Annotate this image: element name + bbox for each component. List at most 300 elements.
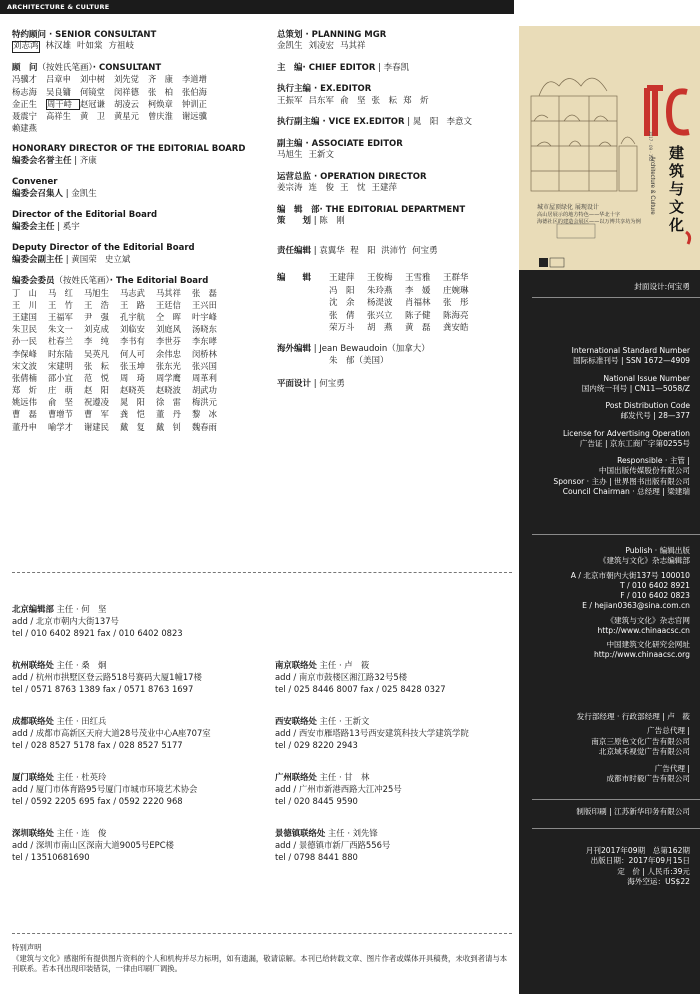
convener-section: Convener 编委会召集人 | 金凯生 <box>12 177 267 200</box>
name: 张倩楠 <box>12 372 37 383</box>
issue-number: 月刊2017年09期 总第162期 <box>585 846 690 855</box>
name: 张玉坤 <box>120 360 145 371</box>
name: 刘临安 <box>120 324 145 335</box>
office-head: 主任 · 连 俊 <box>56 828 107 838</box>
vice-exec-role: 执行副主编 · VICE EX.EDITOR <box>277 117 405 128</box>
name: 吴良镛 <box>46 86 71 97</box>
planning-section <box>277 30 513 53</box>
chief-role-en: · CHIEF EDITOR <box>302 62 376 73</box>
responsible-label: Responsible · 主管 | <box>617 456 690 465</box>
name: 赵晓英 <box>120 385 145 396</box>
name: 张 耘 <box>371 95 398 106</box>
cn-label: National Issue Number <box>603 373 690 383</box>
name: 周 琦 <box>120 372 145 383</box>
graphic-name: 何宝勇 <box>319 379 345 390</box>
name: 沈 余 <box>329 298 355 309</box>
office-address: add / 西安市雁塔路13号西安建筑科技大学建筑学院 <box>275 728 469 739</box>
board-section <box>12 276 267 433</box>
ad-manager: 发行部经理 · 行政部经理 | 卢 筱 <box>576 712 690 721</box>
office-title: 北京编辑部 <box>12 604 54 614</box>
price: 定 价 | 人民币:39元 <box>617 866 690 876</box>
contact-info <box>571 546 690 661</box>
address: A / 北京市朝内大街137号 100010 <box>570 570 690 580</box>
dashed-divider <box>12 933 512 934</box>
name: 余伟忠 <box>156 348 181 359</box>
operation-heading: 运营总监 · OPERATION DIRECTOR <box>277 171 427 182</box>
name: 邵小宜 <box>48 372 73 383</box>
office-title: 深圳联络处 <box>12 828 54 838</box>
cover-title-char: 化 <box>669 216 685 234</box>
name: 金凯生 <box>277 41 303 52</box>
office-title: 西安联络处 <box>275 716 317 726</box>
name: 张东光 <box>156 360 181 371</box>
office-head: 主任 · 田红兵 <box>56 716 107 726</box>
name: 李道增 <box>182 74 207 85</box>
name: 刘凌宏 <box>308 41 335 52</box>
name: 庄婉琳 <box>443 285 469 296</box>
responsible-role: 责任编辑 <box>277 245 312 256</box>
name: 肖福林 <box>405 298 431 309</box>
name: 张兴国 <box>192 360 217 371</box>
chief-name: 李春凯 <box>383 62 410 73</box>
office-block <box>12 659 252 696</box>
cover-illustration <box>519 26 700 270</box>
honorary-heading: HONORARY DIRECTOR OF THE EDITORIAL BOARD <box>12 144 246 155</box>
consultant-section <box>12 63 267 134</box>
site-label: 《建筑与文化》杂志官网 <box>606 615 690 625</box>
office-phone: tel / 0592 2205 695 fax / 0592 2220 968 <box>12 796 183 807</box>
name: 朱卫民 <box>12 324 37 335</box>
name: 王兴田 <box>192 299 217 310</box>
board-names <box>12 288 267 433</box>
name: 李保峰 <box>12 348 37 359</box>
office-title: 南京联络处 <box>275 660 317 670</box>
chief-editor-section: 主 编· CHIEF EDITOR | 李春凯 <box>277 62 410 73</box>
name: 林汉雄 <box>45 41 72 52</box>
consultant-heading-en: · CONSULTANT <box>92 62 162 73</box>
name: 王雪雅 <box>405 273 431 284</box>
name: 姚远伟 <box>12 397 37 408</box>
name: 洪沛竹 <box>381 245 407 256</box>
name: 马其祥 <box>156 287 181 298</box>
name: 周干峙 <box>46 99 80 110</box>
issn-label: International Standard Number <box>571 346 690 355</box>
name: 丁 山 <box>12 287 37 298</box>
ad-agent: 南京三原色文化广告有限公司 <box>591 736 690 746</box>
name: 戴 钊 <box>156 421 181 432</box>
name: 张兴立 <box>367 310 393 321</box>
dept-role: 编 辑 部 <box>277 204 320 215</box>
office-phone: tel / 020 8445 9590 <box>275 796 358 807</box>
consultant-names <box>12 74 267 134</box>
office-block <box>275 715 515 752</box>
board-heading-cn: 编委会委员 <box>12 276 55 287</box>
dept-sub-role: 策 划 <box>277 216 312 227</box>
email: E / hejian0363@sina.com.cn <box>582 601 690 611</box>
name: 齐 康 <box>148 74 173 85</box>
name: 宋建明 <box>48 360 73 371</box>
office-address: add / 杭州市拱墅区登云路518号赛码大厦1幢17楼 <box>12 672 202 683</box>
overseas-role: 海外编辑 <box>277 344 312 355</box>
ad-agent3: 成都市时毅广告有限公司 <box>606 774 690 784</box>
name: 郑 炘 <box>12 385 37 396</box>
name: 朱玲燕 <box>367 285 393 296</box>
name: 黄 磊 <box>405 322 431 333</box>
editors-role: 编 辑 <box>277 273 312 284</box>
overseas-line2: 朱 郁（美国） <box>329 355 389 366</box>
office-address: add / 厦门市体育路95号厦门市城市环境艺术协会 <box>12 784 198 795</box>
name: 赵冠谦 <box>80 98 105 109</box>
office-head: 主任 · 桑 炯 <box>56 660 107 670</box>
name: 何镜堂 <box>80 86 105 97</box>
associate-heading: 副主编 · ASSOCIATE EDITOR <box>277 138 403 149</box>
associate-section <box>277 139 513 162</box>
name: 曹 军 <box>84 409 109 420</box>
name: 王 忱 <box>340 183 366 194</box>
office-block <box>12 603 252 640</box>
name: 尹 强 <box>84 311 109 322</box>
special-notice <box>12 943 512 975</box>
name: 魏春雨 <box>192 421 217 432</box>
office-title: 杭州联络处 <box>12 660 54 670</box>
office-address: add / 深圳市南山区深南大道9005号EPC楼 <box>12 840 174 851</box>
post-value: 邮发代号 | 28—377 <box>620 411 690 421</box>
name: 王建萍 <box>329 273 355 284</box>
name: 王新文 <box>308 150 335 161</box>
overseas-line1: Jean Bewaudoin（加拿大） <box>319 344 430 355</box>
name: 李 媛 <box>405 285 431 296</box>
name: 吴英凡 <box>84 348 109 359</box>
divider <box>532 534 700 535</box>
name: 孙一民 <box>12 336 37 347</box>
office-head: 主任 · 杜英玲 <box>56 772 107 782</box>
planning-heading: 总策划 · PLANNING MGR <box>277 30 387 40</box>
office-phone: tel / 0798 8441 880 <box>275 852 358 863</box>
name: 王廷信 <box>156 299 181 310</box>
ad-agent-label: 广告总代理 | <box>647 726 690 736</box>
name: 晁 阳 <box>120 397 145 408</box>
name: 胡 燕 <box>367 322 393 333</box>
name: 周革利 <box>192 372 217 383</box>
name: 王群华 <box>443 273 469 284</box>
name: 金正生 <box>12 98 37 109</box>
editors-names <box>277 273 513 334</box>
exec-editor-heading: 执行主编 · EX.EDITOR <box>277 84 372 95</box>
license-label: License for Advertising Operation <box>562 428 690 438</box>
name: 谢远骥 <box>182 110 207 121</box>
convener-role: 编委会召集人 <box>12 188 64 199</box>
name: 聂震宁 <box>12 110 37 121</box>
director-role: 编委会主任 <box>12 221 55 232</box>
name: 梅洪元 <box>192 397 217 408</box>
name: 王福军 <box>48 311 73 322</box>
name: 龚安皓 <box>443 322 469 333</box>
name: 钟训正 <box>182 98 207 109</box>
cover-subtitles <box>537 204 657 226</box>
office-address: add / 成都市高新区天府大道28号茂业中心A座707室 <box>12 728 211 739</box>
name: 赵晓波 <box>156 385 181 396</box>
name: 闵桥林 <box>192 348 217 359</box>
name: 叶宇峰 <box>192 311 217 322</box>
name: 黄星元 <box>114 110 139 121</box>
telephone: T / 010 6402 8921 <box>620 580 690 590</box>
chairman-value: Council Chairman · 总经理 | 梁建瑞 <box>562 486 690 496</box>
office-address: add / 广州市新港西路大江冲25号 <box>275 784 402 795</box>
consultant-heading-note: （按姓氏笔画） <box>37 62 93 73</box>
operation-section <box>277 172 513 195</box>
middle-credits-column <box>277 30 513 401</box>
office-block <box>12 827 252 864</box>
responsible-editor-section: 责任编辑 | 袁翼华 程 阳 洪沛竹 何宝勇 <box>277 245 438 256</box>
name: 俞 坚 <box>340 95 366 106</box>
director-section: Director of the Editorial Board 编委会主任 | 奚宇 <box>12 210 267 233</box>
license-value: 广告证 | 京东工商广字第0255号 <box>579 438 690 448</box>
consultant-heading-cn: 顾 问 <box>12 62 38 73</box>
office-head: 主任 · 刘先锋 <box>327 828 378 838</box>
vice-exec-section: 执行副主编 · VICE EX.EDITOR | 晁 阳 李意文 <box>277 117 472 128</box>
office-phone: tel / 0571 8763 1389 fax / 0571 8763 1697 <box>12 684 194 695</box>
name: 张伯海 <box>182 86 207 97</box>
svg-text:2017 · 09 · 162: 2017 · 09 · 162 <box>648 131 653 162</box>
office-block <box>275 771 515 808</box>
planning-names <box>277 41 513 52</box>
name: 刘克成 <box>84 324 109 335</box>
consultant-heading <box>12 63 267 74</box>
publication-info-panel <box>519 270 700 994</box>
office-block <box>275 827 515 864</box>
name: 曾庆淮 <box>148 110 173 121</box>
name: 张 倩 <box>329 310 355 321</box>
department-section: 编 辑 部· THE EDITORIAL DEPARTMENT 策 划 | 陈 刚 <box>277 204 466 227</box>
left-credits-column <box>12 30 267 443</box>
office-phone: tel / 025 8446 8007 fax / 025 8428 0327 <box>275 684 446 695</box>
name: 晁 阳 <box>412 117 439 128</box>
name: 杜春兰 <box>48 336 73 347</box>
name: 刘中树 <box>80 74 105 85</box>
cover-title-char: 建 <box>669 144 685 162</box>
divider <box>532 828 700 829</box>
name: 范 悦 <box>84 372 109 383</box>
name: 王俊梅 <box>367 273 393 284</box>
name: 龚 恺 <box>120 409 145 420</box>
printer: 制版印刷 | 江苏新华印务有限公司 <box>576 807 690 816</box>
name: 黎 冰 <box>192 409 217 420</box>
senior-consultant-names <box>12 41 267 52</box>
cover-title-char: 文 <box>669 198 685 216</box>
graphic-section: 平面设计 | 何宝勇 <box>277 379 345 390</box>
ad-agent3-label: 广告代理 | <box>654 764 690 773</box>
office-title: 景德镇联络处 <box>275 828 326 838</box>
board-heading-en: · The Editorial Board <box>109 276 209 287</box>
office-title: 广州联络处 <box>275 772 317 782</box>
name: 姜宗涛 <box>277 183 303 194</box>
board-heading-note: （按姓氏笔画） <box>54 276 110 287</box>
registration-info <box>553 346 690 497</box>
dashed-divider <box>12 572 512 573</box>
name: 王 川 <box>12 299 37 310</box>
name: 时东陆 <box>48 348 73 359</box>
office-title: 厦门联络处 <box>12 772 54 782</box>
name: 吕东军 <box>308 95 335 106</box>
assoc-url: http://www.chinaacsc.org <box>593 650 690 660</box>
name: 宋文波 <box>12 360 37 371</box>
name: 刘志鸿 <box>13 41 39 52</box>
deputy-section: Deputy Director of the Editorial Board 编委会副主任 | 黄国荣 史立斌 <box>12 243 267 266</box>
cover-designer: 封面设计:何宝勇 <box>634 282 690 291</box>
name: 喻学才 <box>48 421 73 432</box>
name: 胡凌云 <box>114 98 139 109</box>
deputy-role: 编委会副主任 <box>12 254 64 265</box>
office-phone: tel / 13510681690 <box>12 852 90 863</box>
name: 董丹申 <box>12 421 37 432</box>
name: 黄 卫 <box>80 110 105 121</box>
name: 李书有 <box>120 336 145 347</box>
office-address: add / 北京市朝内大街137号 <box>12 616 119 627</box>
associate-names <box>277 150 513 161</box>
name: 李东哮 <box>192 336 217 347</box>
svg-text:Architecture & Culture: Architecture & Culture <box>649 156 655 215</box>
notice-title: 特别声明 <box>12 943 42 952</box>
name: 高祥生 <box>46 110 71 121</box>
name: 周学鹰 <box>156 372 181 383</box>
publish-value: 《建筑与文化》杂志编辑部 <box>598 556 690 566</box>
name: 马旭生 <box>84 287 109 298</box>
name: 王 路 <box>120 299 145 310</box>
name: 荣万斗 <box>329 322 355 333</box>
name: 王建国 <box>12 311 37 322</box>
fax: F / 010 6402 0823 <box>620 591 690 600</box>
name: 仝 晖 <box>156 311 181 322</box>
office-head: 主任 · 卢 筱 <box>319 660 370 670</box>
cover-subtitle: 海德社区的建造会展区——以万博共享坊为例 <box>537 219 641 226</box>
name: 张 耘 <box>84 360 109 371</box>
name: 王 浩 <box>84 299 109 310</box>
cn-value: 国内统一刊号 | CN11—5058/Z <box>581 383 690 393</box>
office-head: 主任 · 王新文 <box>319 716 370 726</box>
issue-info <box>586 846 690 887</box>
name: 李 纯 <box>84 336 109 347</box>
name: 冯 阳 <box>329 285 355 296</box>
name: 张 彤 <box>443 298 469 309</box>
name: 孔宇航 <box>120 311 145 322</box>
name: 杨志海 <box>12 86 37 97</box>
advertising-info <box>577 712 690 785</box>
graphic-role: 平面设计 <box>277 379 312 390</box>
office-head: 主任 · 何 坚 <box>56 604 107 614</box>
office-block <box>12 771 252 808</box>
exec-editor-names <box>277 96 513 107</box>
name: 戴 复 <box>120 421 145 432</box>
name: 胡武功 <box>192 385 217 396</box>
chief-role: 主 编 <box>277 62 303 73</box>
exec-editor-section <box>277 84 513 107</box>
name: 马 红 <box>48 287 73 298</box>
cover-title-char: 与 <box>669 180 685 198</box>
name: 董 丹 <box>156 409 181 420</box>
office-head: 主任 · 甘 林 <box>319 772 370 782</box>
name: 刘庭风 <box>156 324 181 335</box>
deputy-name: 黄国荣 <box>71 254 97 265</box>
name: 朱文一 <box>48 324 73 335</box>
deputy-name: 史立斌 <box>104 254 131 265</box>
name: 冯骥才 <box>12 74 37 85</box>
dept-sub-name: 陈 刚 <box>319 216 345 227</box>
name: 汤晓东 <box>192 324 217 335</box>
name: 方祖岐 <box>108 41 135 52</box>
office-phone: tel / 029 8220 2943 <box>275 740 358 751</box>
honorary-role: 编委会名誉主任 <box>12 155 72 166</box>
responsible-value: 中国出版传媒股份有限公司 <box>598 466 690 476</box>
name: 王振军 <box>277 95 303 106</box>
name: 何人可 <box>120 348 145 359</box>
name: 程 阳 <box>350 245 376 256</box>
name: 吕章申 <box>46 74 71 85</box>
name: 谢建民 <box>84 421 109 432</box>
name: 叶如棠 <box>77 41 103 52</box>
post-label: Post Distribution Code <box>605 401 690 410</box>
honorary-section: HONORARY DIRECTOR OF THE EDITORIAL BOARD 编委会名誉主任 | 齐康 <box>12 144 267 167</box>
name: 闵祥德 <box>114 86 139 97</box>
issn-value: 国际标准刊号 | SSN 1672—4909 <box>573 356 690 366</box>
name: 马其祥 <box>340 41 366 52</box>
editors-section <box>277 273 513 334</box>
name: 马志武 <box>120 287 145 298</box>
name: 赵 阳 <box>84 385 109 396</box>
office-title: 成都联络处 <box>12 716 54 726</box>
convener-heading: Convener <box>12 177 58 188</box>
name: 李意文 <box>446 117 472 128</box>
name: 张 磊 <box>192 287 217 298</box>
office-block <box>12 715 252 752</box>
section-header-bar <box>0 0 514 14</box>
name: 陈子健 <box>405 310 431 321</box>
board-heading <box>12 276 267 287</box>
office-phone: tel / 010 6402 8921 fax / 010 6402 0823 <box>12 628 183 639</box>
office-address: add / 南京市鼓楼区湘江路32号5楼 <box>275 672 408 683</box>
cover-subtitle: 高山居展示的地方特色——华北十字 <box>537 212 621 219</box>
name: 曹增节 <box>48 409 73 420</box>
name: 何宝勇 <box>412 245 438 256</box>
director-name: 奚宇 <box>62 221 80 232</box>
office-phone: tel / 028 8527 5178 fax / 028 8527 5177 <box>12 740 183 751</box>
name: 张 柏 <box>148 86 173 97</box>
name: 柯焕章 <box>148 98 173 109</box>
deputy-heading: Deputy Director of the Editorial Board <box>12 243 195 254</box>
name: 庄 萌 <box>48 385 73 396</box>
name: 赖建燕 <box>12 123 37 134</box>
convener-name: 金凯生 <box>71 188 97 199</box>
sponsor-value: Sponsor · 主办 | 世界图书出版有限公司 <box>553 476 690 486</box>
name: 袁翼华 <box>319 245 345 256</box>
publish-label: Publish · 编辑出版 <box>625 546 690 555</box>
name: 马旭生 <box>277 150 303 161</box>
name: 郑 炘 <box>403 95 429 106</box>
name: 曹 磊 <box>12 409 37 420</box>
site-url: http://www.chinaacsc.cn <box>597 625 690 635</box>
overseas-section: 海外编辑 | Jean Bewaudoin（加拿大） 朱 郁（美国） <box>277 344 513 367</box>
office-address: add / 景德镇市新厂西路556号 <box>275 840 391 851</box>
name: 陈海亮 <box>443 310 469 321</box>
name: 杨湜波 <box>367 298 393 309</box>
operation-names <box>277 183 513 194</box>
magazine-cover <box>519 26 700 270</box>
publish-date: 出版日期：2017年09月15日 <box>590 856 690 866</box>
office-block <box>275 659 515 696</box>
ad-agent: 北京域禾视觉广告有限公司 <box>598 746 690 756</box>
section-label: ARCHITECTURE & CULTURE <box>7 3 110 11</box>
name: 王 竹 <box>48 299 73 310</box>
director-heading: Director of the Editorial Board <box>12 210 158 221</box>
